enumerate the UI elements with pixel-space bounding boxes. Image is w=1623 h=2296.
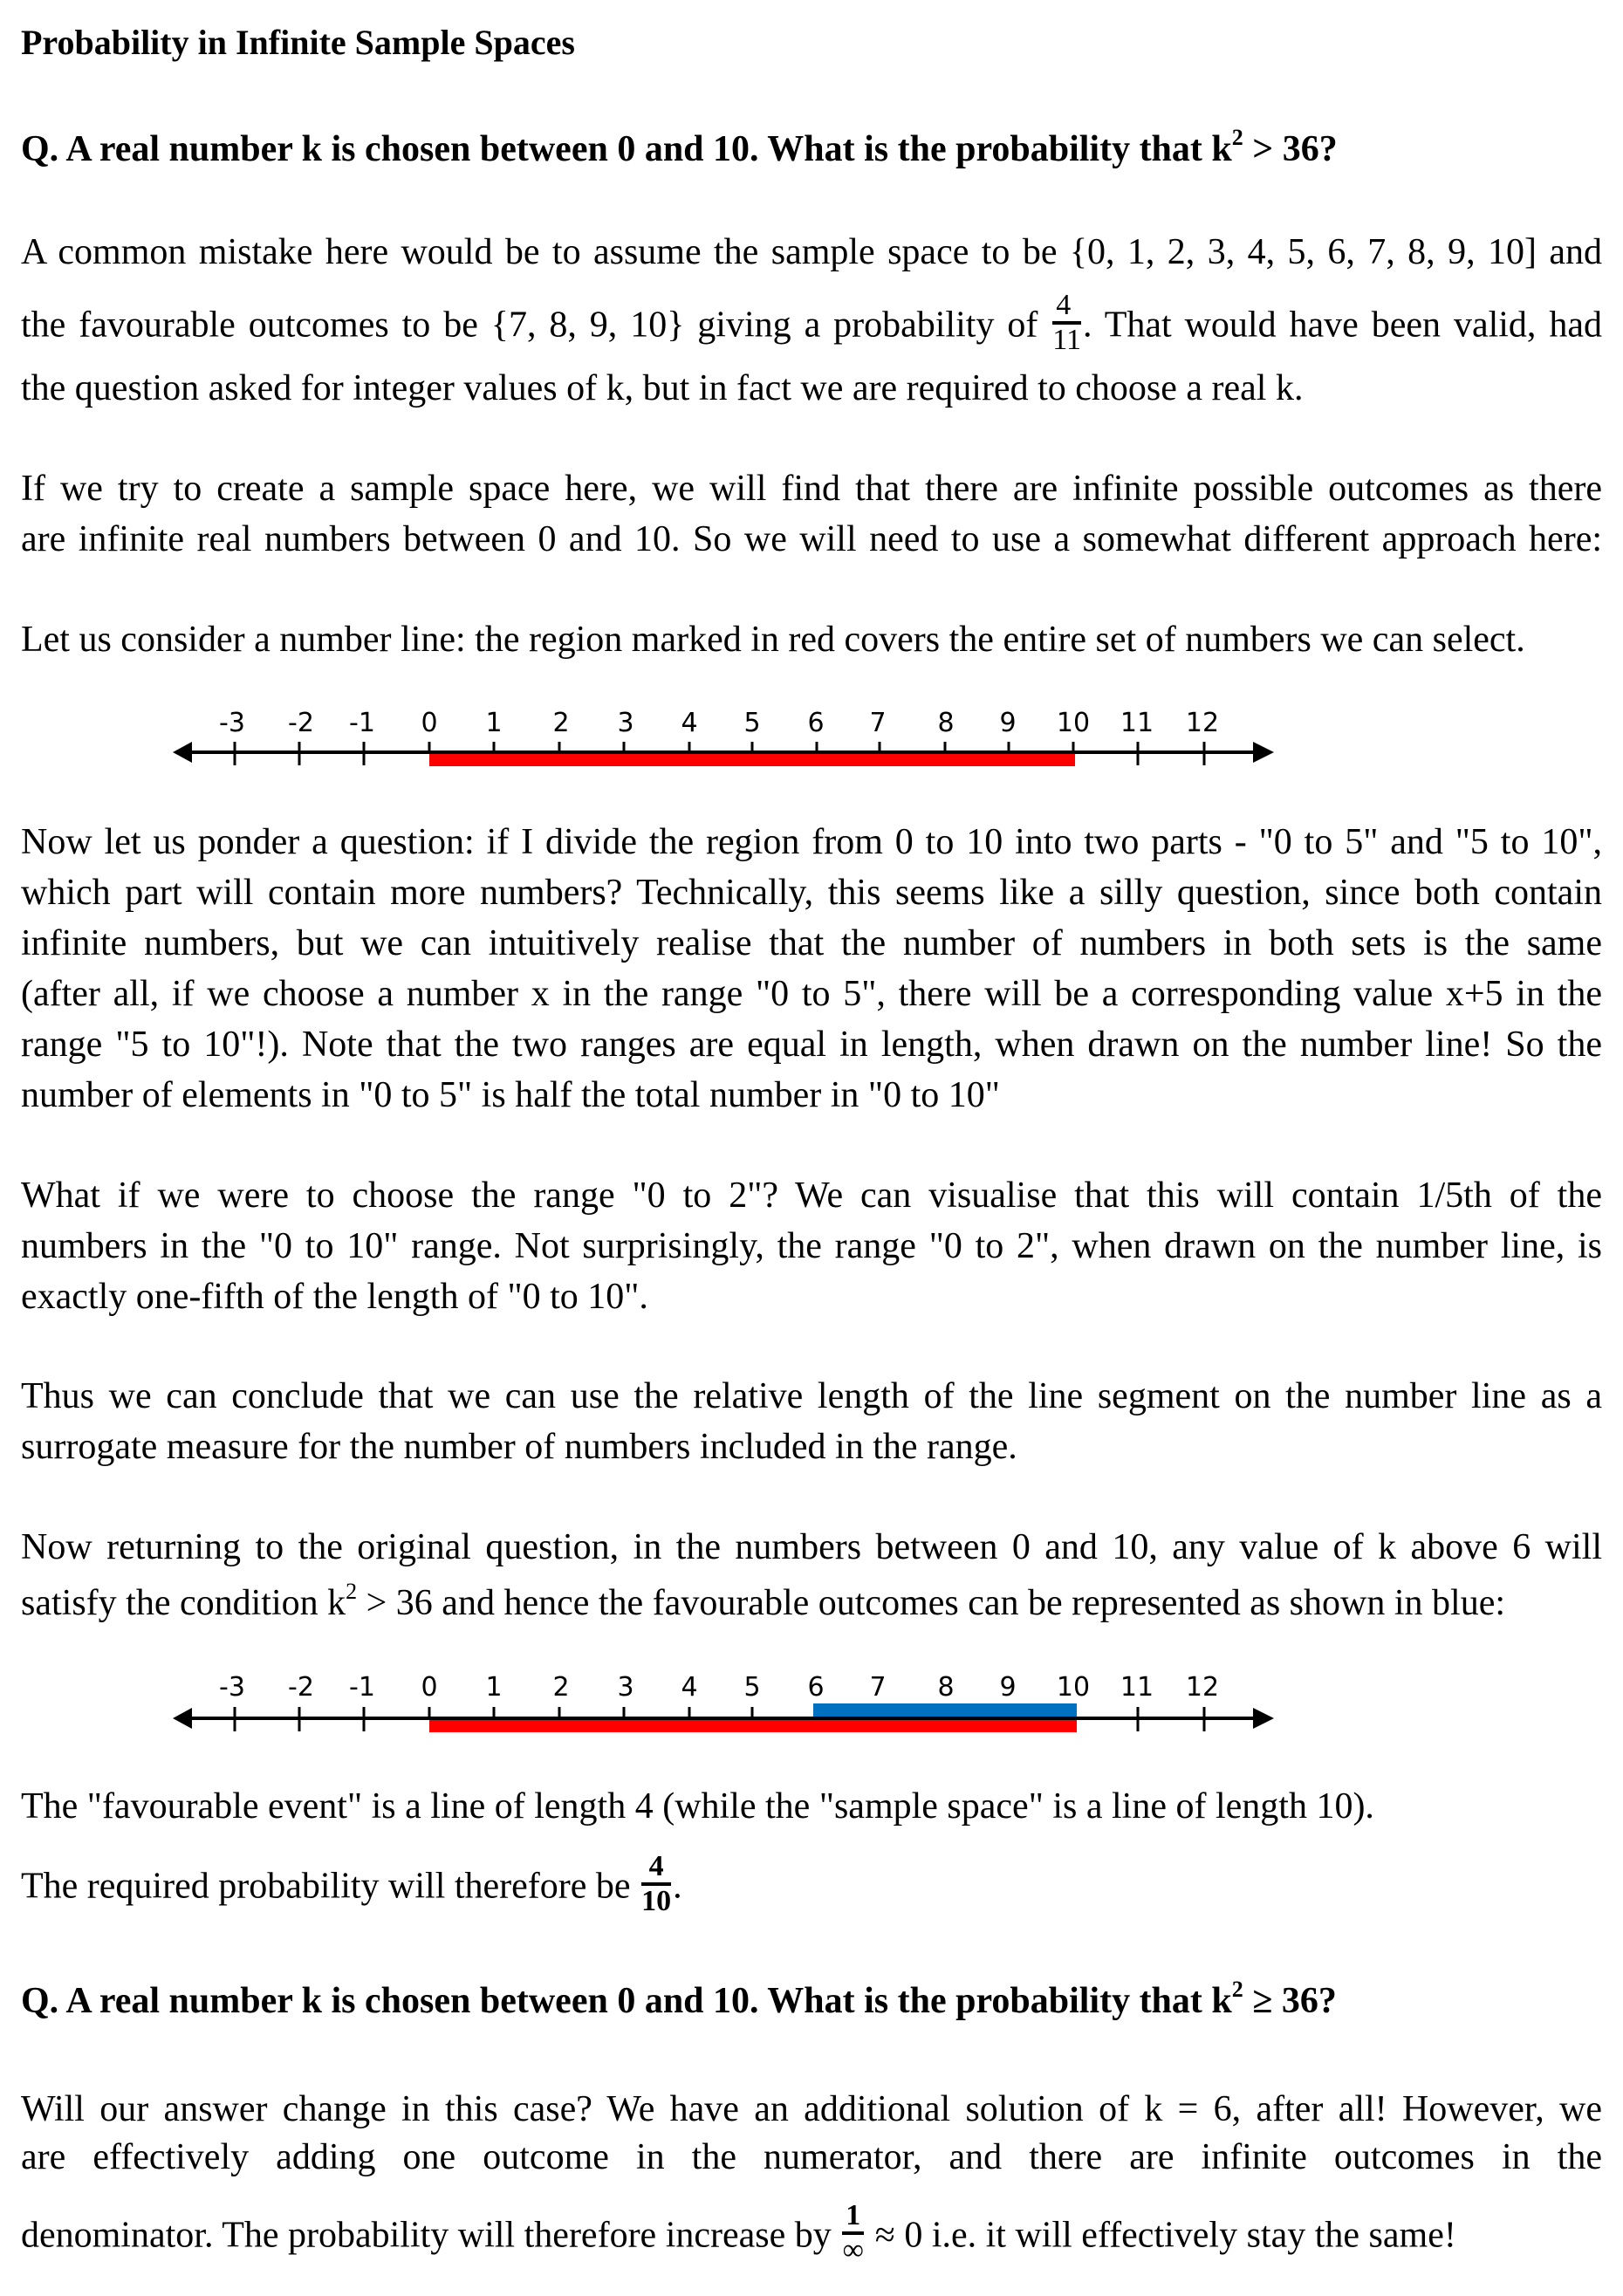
svg-text:6: 6: [807, 1672, 825, 1703]
fraction-4-over-10: [641, 1851, 671, 1917]
para7-line1: Now returning to the original question, in the numbers between 0 and 10, any value of k above 6 will: [21, 1527, 1602, 1567]
svg-text:7: 7: [869, 708, 887, 738]
favourable-band: [813, 1703, 1077, 1718]
fraction-1-over-infinity: [842, 2200, 864, 2266]
svg-text:4: 4: [681, 708, 698, 738]
para8-line1: The "favourable event" is a line of length 4 (while the "sample space" is a line of length 10).: [21, 1786, 1374, 1827]
arrow-left-icon: [173, 1708, 192, 1729]
svg-text:6: 6: [807, 708, 825, 738]
page-title: Probability in Infinite Sample Spaces: [21, 23, 575, 62]
svg-text:12: 12: [1185, 1672, 1220, 1703]
para1-line2-rest: . That would have been valid, had: [1083, 305, 1602, 346]
svg-text:11: 11: [1120, 708, 1154, 738]
para9-line3: [21, 2199, 1602, 2272]
para9-line3-rest: ≈ 0 i.e. it will effectively stay the same!: [866, 2215, 1456, 2256]
para9-line3-text: denominator. The probability will therefore increase by: [21, 2215, 832, 2256]
para6-line1: Thus we can conclude that we can use the relative length of the line segment on the number line as a: [21, 1376, 1602, 1416]
svg-text:3: 3: [617, 708, 634, 738]
svg-text:10: 10: [1056, 1672, 1091, 1703]
svg-text:-3: -3: [219, 708, 245, 738]
question-1-exponent: 2: [1231, 125, 1243, 150]
svg-text:1: 1: [485, 1672, 503, 1703]
para1-line2: [21, 289, 1602, 361]
para4-line6: number of elements in "0 to 5" is half the total number in "0 to 10": [21, 1075, 1000, 1115]
svg-text:0: 0: [421, 1672, 438, 1703]
fraction-numerator: 4: [1052, 290, 1081, 325]
question-1-text: Q. A real number k is chosen between 0 and 10. What is the probability that k: [21, 129, 1232, 169]
svg-text:-2: -2: [288, 1672, 314, 1703]
para3-line1: Let us consider a number line: the region marked in red covers the entire set of numbers we can select.: [21, 620, 1525, 660]
para8-line2-text: The required probability will therefore be: [21, 1866, 631, 1907]
svg-text:5: 5: [743, 1672, 761, 1703]
fraction-denominator: 11: [1052, 324, 1082, 356]
para4-line5: range "5 to 10"!). Note that the two ranges are equal in length, when drawn on the number line! So the: [21, 1025, 1602, 1065]
svg-text:9: 9: [999, 708, 1017, 738]
svg-text:-1: -1: [349, 708, 375, 738]
question-2-text: Q. A real number k is chosen between 0 and 10. What is the probability that k: [21, 1981, 1232, 2021]
question-2: [21, 1979, 1602, 2027]
para7-line2-text: satisfy the condition k: [21, 1583, 346, 1623]
svg-text:2: 2: [552, 1672, 570, 1703]
para9-line1: Will our answer change in this case? We have an additional solution of k = 6, after all! However, we: [21, 2089, 1602, 2129]
svg-text:-2: -2: [288, 708, 314, 738]
question-1-condition: > 36?: [1243, 129, 1338, 169]
svg-text:5: 5: [743, 708, 761, 738]
fraction-numerator: 4: [641, 1851, 671, 1886]
para9-line2: are effectively adding one outcome in the numerator, and there are infinite outcomes in the: [21, 2137, 1602, 2177]
fraction-4-over-11: [1052, 290, 1081, 356]
para1-line1: A common mistake here would be to assume the sample space to be {0, 1, 2, 3, 4, 5, 6, 7, 8, 9, 10] and: [21, 232, 1602, 272]
number-line-sample-space: [0, 689, 1623, 785]
svg-text:8: 8: [937, 1672, 955, 1703]
sample-space-band: [429, 1718, 1077, 1732]
svg-text:10: 10: [1056, 708, 1091, 738]
exponent: 2: [346, 1579, 358, 1604]
svg-text:12: 12: [1185, 708, 1220, 738]
question-2-condition: ≥ 36?: [1243, 1981, 1337, 2021]
arrow-left-icon: [173, 742, 192, 763]
para7-line2-rest: > 36 and hence the favourable outcomes can be represented as shown in blue:: [357, 1583, 1506, 1623]
para6-line2: surrogate measure for the number of numbers included in the range.: [21, 1427, 1017, 1467]
svg-text:7: 7: [869, 1672, 887, 1703]
para4-line4: (after all, if we choose a number x in the range "0 to 5", there will be a corresponding value x+5 in the: [21, 974, 1602, 1014]
para2-line1: If we try to create a sample space here, we will find that there are infinite possible outcomes as there: [21, 469, 1602, 509]
fraction-numerator: 1: [842, 2200, 864, 2235]
para4-line2: which part will contain more numbers? Technically, this seems like a silly question, since both contain: [21, 873, 1602, 913]
svg-text:4: 4: [681, 1672, 698, 1703]
para5-line1: What if we were to choose the range "0 to 2"? We can visualise that this will contain 1/5th of the: [21, 1175, 1602, 1216]
svg-text:-1: -1: [349, 1672, 375, 1703]
svg-text:2: 2: [552, 708, 570, 738]
para2-line2: are infinite real numbers between 0 and 10. So we will need to use a somewhat different approach here:: [21, 519, 1602, 559]
question-2-exponent: 2: [1231, 1977, 1243, 2002]
svg-text:9: 9: [999, 1672, 1017, 1703]
svg-text:3: 3: [617, 1672, 634, 1703]
para5-line3: exactly one-fifth of the length of "0 to 10".: [21, 1277, 648, 1317]
arrow-right-icon: [1253, 1708, 1274, 1729]
para8-line2: [21, 1850, 1602, 1922]
fraction-denominator: 10: [641, 1885, 672, 1917]
svg-text:1: 1: [485, 708, 503, 738]
tick-labels: [219, 708, 1219, 738]
tick-labels: [219, 1672, 1219, 1703]
fraction-denominator: ∞: [842, 2234, 864, 2266]
number-line-favourable: [0, 1655, 1623, 1751]
para4-line3: infinite numbers, but we can intuitively realise that the number of numbers in both sets is the same: [21, 923, 1602, 963]
para1-line2-text: the favourable outcomes to be {7, 8, 9, 10} giving a probability of: [21, 305, 1038, 346]
arrow-right-icon: [1253, 742, 1274, 763]
para1-line3: the question asked for integer values of k, but in fact we are required to choose a real k.: [21, 368, 1304, 408]
para8-line2-rest: .: [673, 1866, 682, 1907]
svg-text:8: 8: [937, 708, 955, 738]
para7-line2: [21, 1581, 1602, 1629]
svg-text:0: 0: [421, 708, 438, 738]
para5-line2: numbers in the "0 to 10" range. Not surprisingly, the range "0 to 2", when drawn on the number line, is: [21, 1226, 1602, 1266]
svg-text:-3: -3: [219, 1672, 245, 1703]
question-1: [21, 127, 1602, 175]
para4-line1: Now let us ponder a question: if I divide the region from 0 to 10 into two parts - "0 to 5" and "5 to 10",: [21, 822, 1602, 862]
svg-text:11: 11: [1120, 1672, 1154, 1703]
